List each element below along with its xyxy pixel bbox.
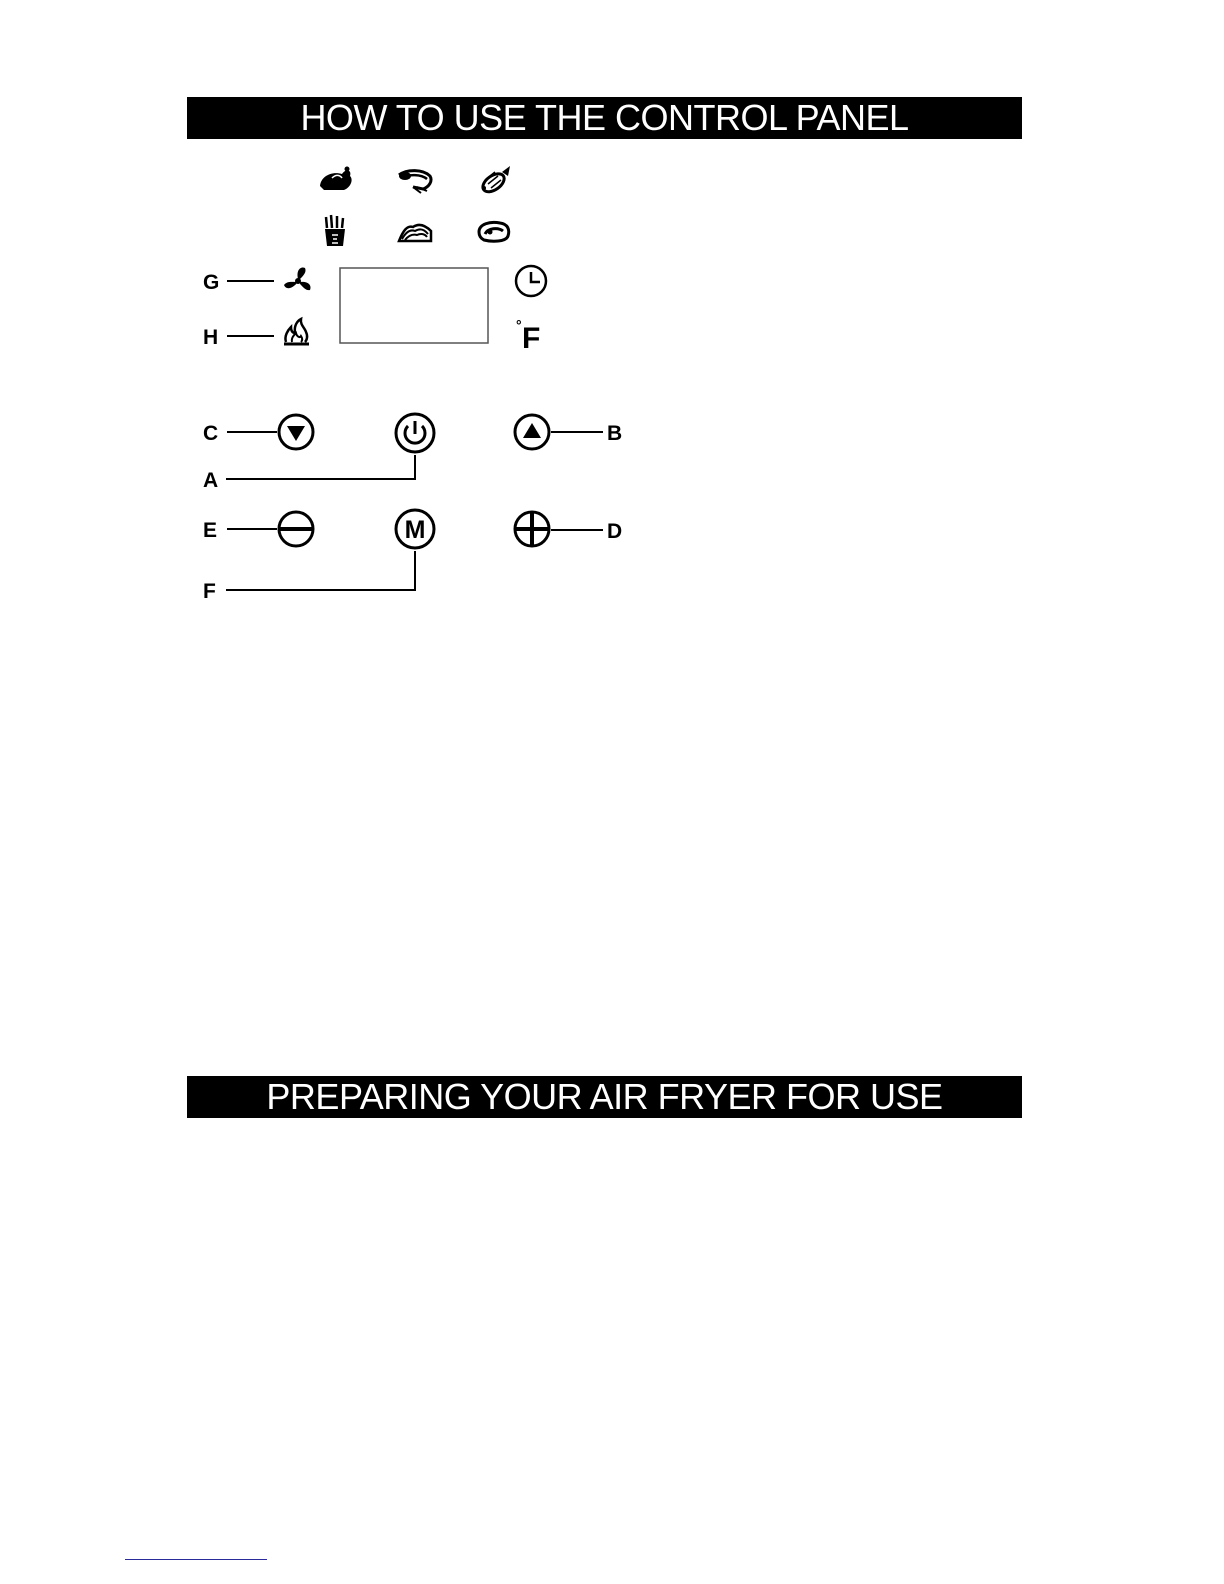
callout-label-down: C [203,422,219,445]
menu-button[interactable] [396,510,434,548]
callout-label-power: A [203,469,219,492]
up-arrow-icon [523,423,541,438]
callout-label-fan: G [203,271,220,294]
footnote-rule [125,1559,267,1560]
callout-label-up: B [607,422,623,445]
chicken-icon [320,167,352,191]
callout-label-minus: E [203,519,218,542]
fan-icon [284,268,311,291]
minus-button[interactable] [279,512,313,546]
steak-icon [479,222,509,241]
display-window [340,268,488,343]
fish-icon [480,166,510,195]
callout-line-menu [226,551,415,590]
down-button[interactable] [279,415,313,449]
up-button[interactable] [515,415,549,449]
temperature-unit-indicator [516,317,540,355]
temperature-unit-label: F [522,322,541,355]
power-icon [405,421,425,443]
degree-symbol: ° [516,317,522,333]
callout-line-power [226,455,415,479]
heat-icon [284,319,309,344]
plus-button[interactable] [515,512,549,546]
fries-icon [325,215,345,246]
down-arrow-icon [287,426,305,441]
power-button[interactable] [396,414,434,452]
callout-label-menu: F [203,580,216,603]
callout-label-heat: H [203,326,219,349]
section-title-control-panel: HOW TO USE THE CONTROL PANEL [187,97,1022,139]
callout-label-plus: D [607,520,623,543]
section-title-preparing: PREPARING YOUR AIR FRYER FOR USE [187,1076,1022,1118]
timer-icon [516,266,546,296]
bacon-icon [399,225,431,241]
menu-button-letter: M [404,516,426,544]
shrimp-icon [399,171,431,193]
